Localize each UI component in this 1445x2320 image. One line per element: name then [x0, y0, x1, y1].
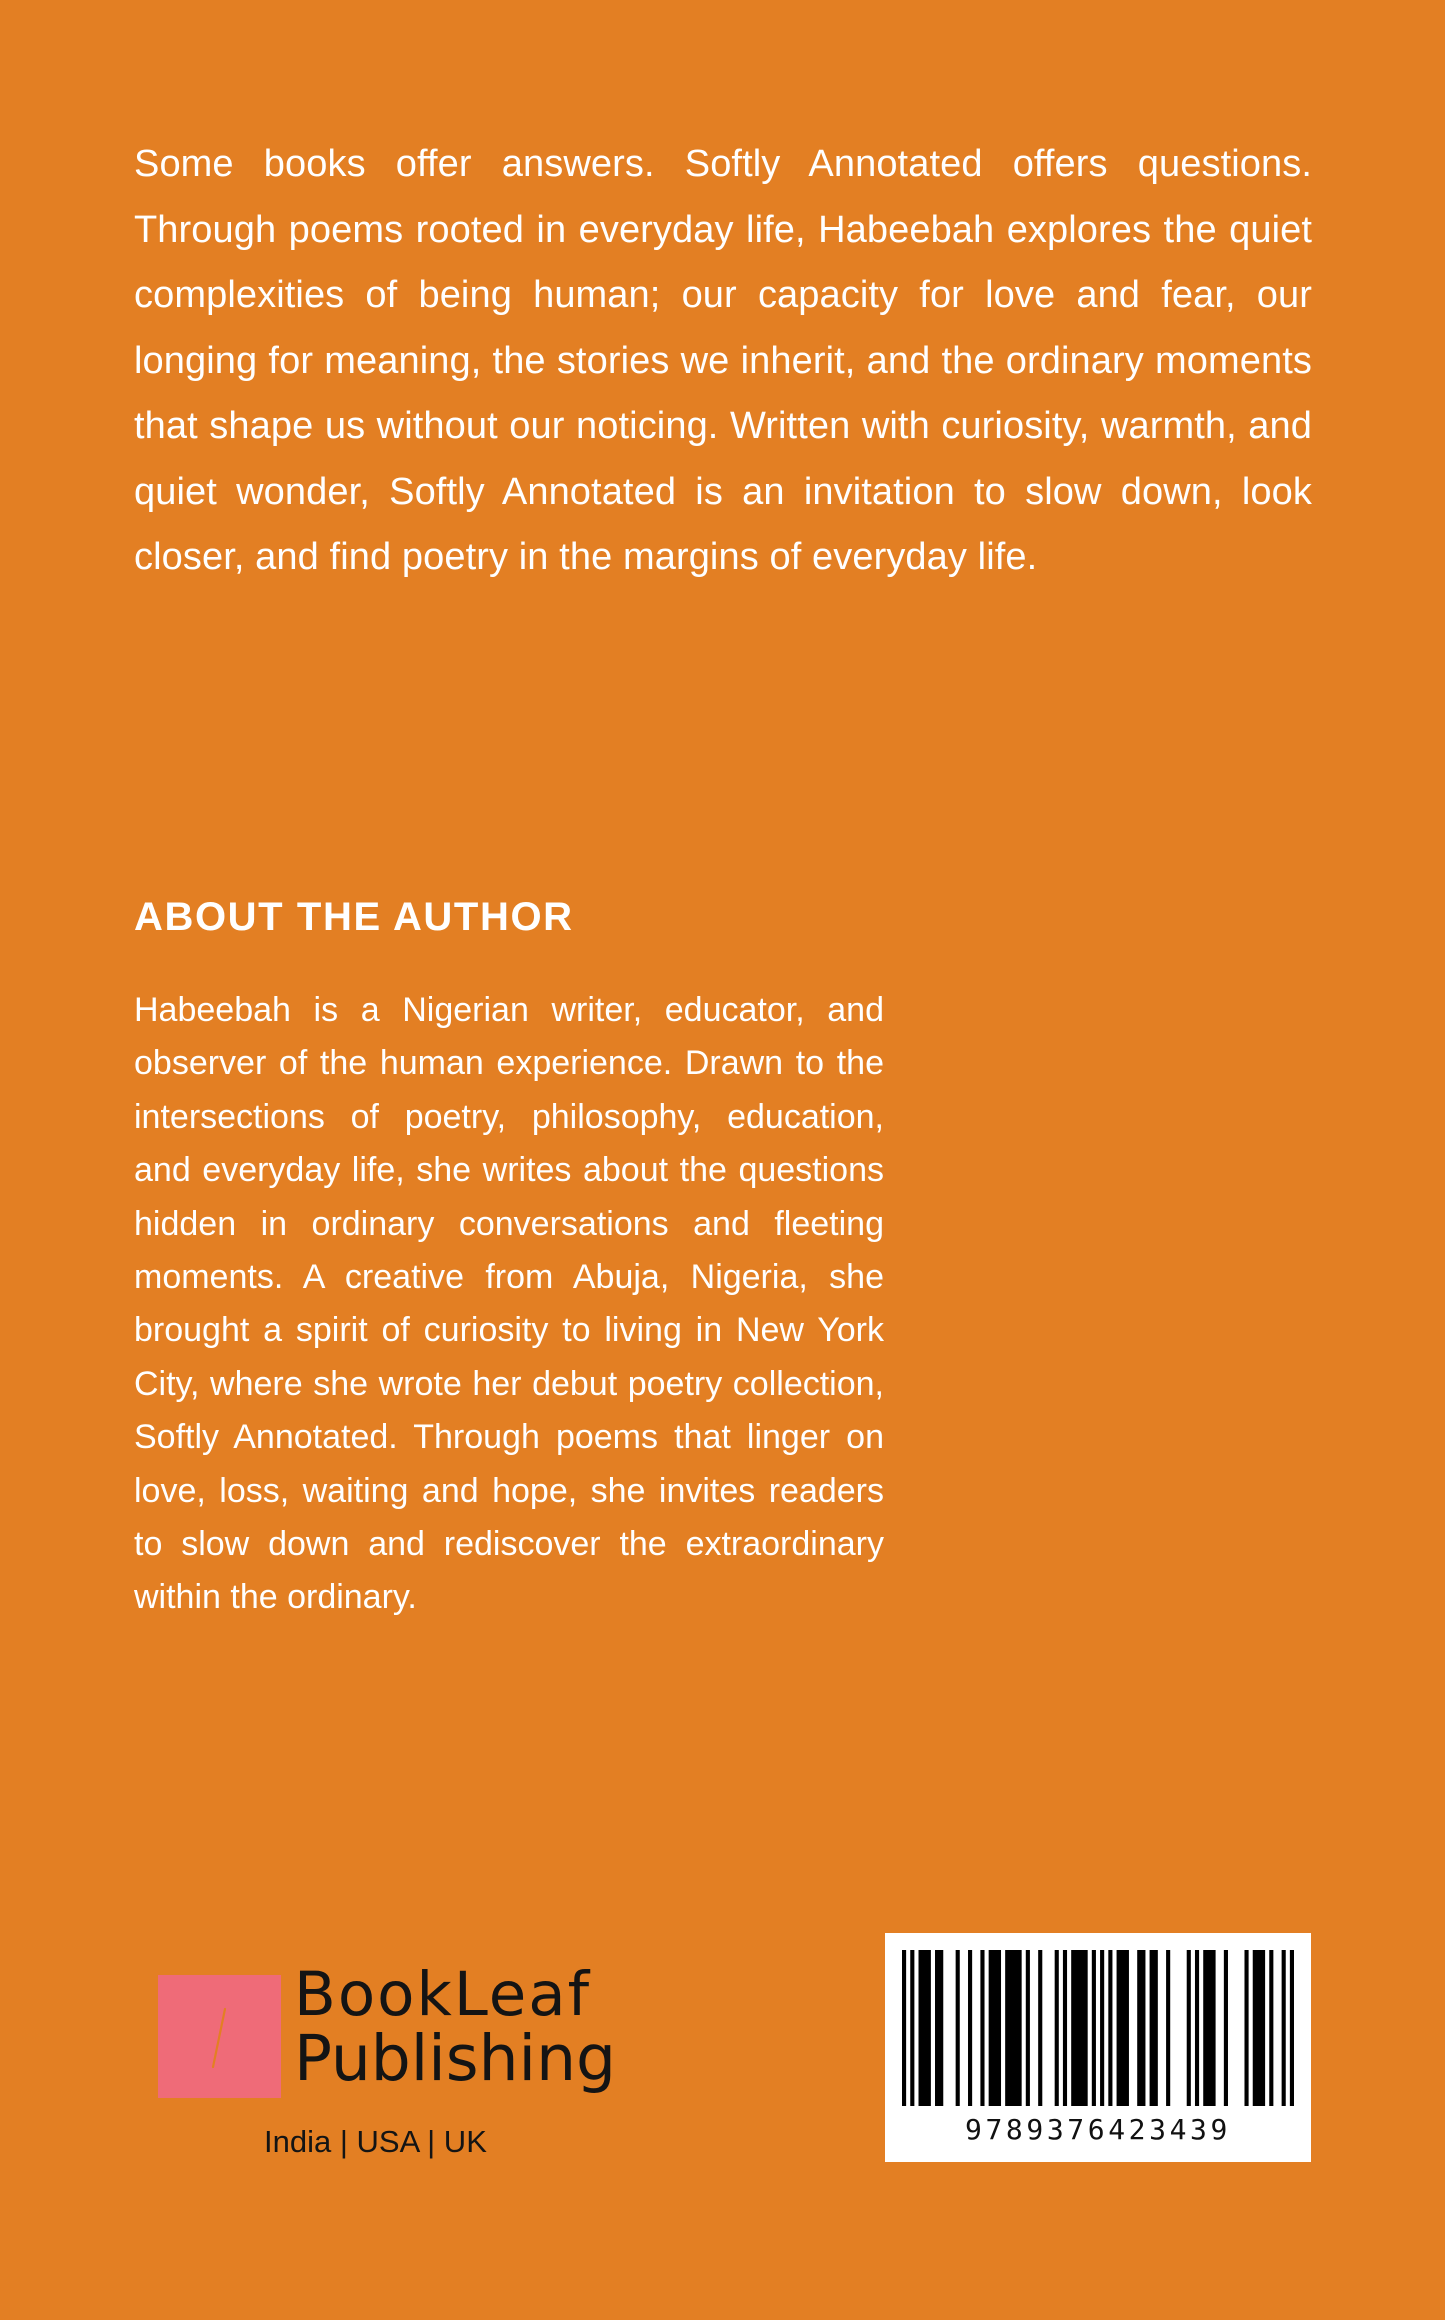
barcode-bar — [1166, 1950, 1170, 2106]
barcode-bar — [1055, 1950, 1059, 2106]
barcode-icon — [902, 1950, 1294, 2106]
barcode-bar — [935, 1950, 943, 2106]
barcode-bar — [1092, 1950, 1096, 2106]
publisher-regions: India | USA | UK — [264, 2124, 487, 2159]
barcode-bar — [1187, 1950, 1191, 2106]
barcode-bar — [980, 1950, 984, 2106]
barcode-bar — [1150, 1950, 1158, 2106]
barcode — [885, 1933, 1311, 2162]
about-author-heading: ABOUT THE AUTHOR — [134, 895, 574, 939]
barcode-bar — [1203, 1950, 1215, 2106]
barcode-bar — [1063, 1950, 1067, 2106]
barcode-bar — [1100, 1950, 1104, 2106]
logo-slash-icon — [158, 1975, 281, 2098]
barcode-bar — [1253, 1950, 1265, 2106]
barcode-bar — [1224, 1950, 1228, 2106]
barcode-bar — [1290, 1950, 1294, 2106]
barcode-bar — [1195, 1950, 1199, 2106]
barcode-bar — [902, 1950, 906, 2106]
barcode-bar — [1005, 1950, 1022, 2106]
barcode-bar — [968, 1950, 972, 2106]
book-blurb: Some books offer answers. Softly Annotated offers questions. Through poems rooted in everyday life, Habeebah explores the quiet complexities of being human; our capacity for love and fear, our longing for meaning, the stories we inherit, and the ordinary moments that shape us without our noticing. Written with curiosity, warmth, and quiet wonder, Softly Annotated is an invitation to slow down, look closer, and find poetry in the margins of everyday life. — [134, 143, 1312, 578]
barcode-bar — [1269, 1950, 1273, 2106]
barcode-bar — [1244, 1950, 1248, 2106]
barcode-bar — [1026, 1950, 1030, 2106]
barcode-bar — [1108, 1950, 1112, 2106]
isbn-number: 9789376423439 — [965, 2113, 1231, 2146]
publisher-name-line-2: Publishing — [294, 2022, 616, 2095]
barcode-bar — [1282, 1950, 1286, 2106]
barcode-bar — [956, 1950, 960, 2106]
barcode-bar — [910, 1950, 914, 2106]
barcode-bar — [1117, 1950, 1129, 2106]
publisher-name-line-1: BookLeaf — [294, 1959, 592, 2030]
barcode-bar — [919, 1950, 931, 2106]
publisher-logo — [158, 1959, 618, 2172]
barcode-bar — [989, 1950, 1001, 2106]
barcode-bar — [1137, 1950, 1145, 2106]
author-bio: Habeebah is a Nigerian writer, educator, and observer of the human experience. Drawn to the intersections of poetry, philosophy, education, and everyday life, she writes about the questions hidden in ordinary conversations and fleeting moments. A creative from Abuja, Nigeria, she brought a spirit of curiosity to living in New York City, where she wrote her debut poetry collection, Softly Annotated. Through poems that linger on love, loss, waiting and hope, she invites readers to slow down and rediscover the extraordinary within the ordinary. — [134, 991, 884, 1617]
barcode-bar — [1071, 1950, 1088, 2106]
logo-square — [158, 1975, 281, 2098]
barcode-bar — [1038, 1950, 1042, 2106]
